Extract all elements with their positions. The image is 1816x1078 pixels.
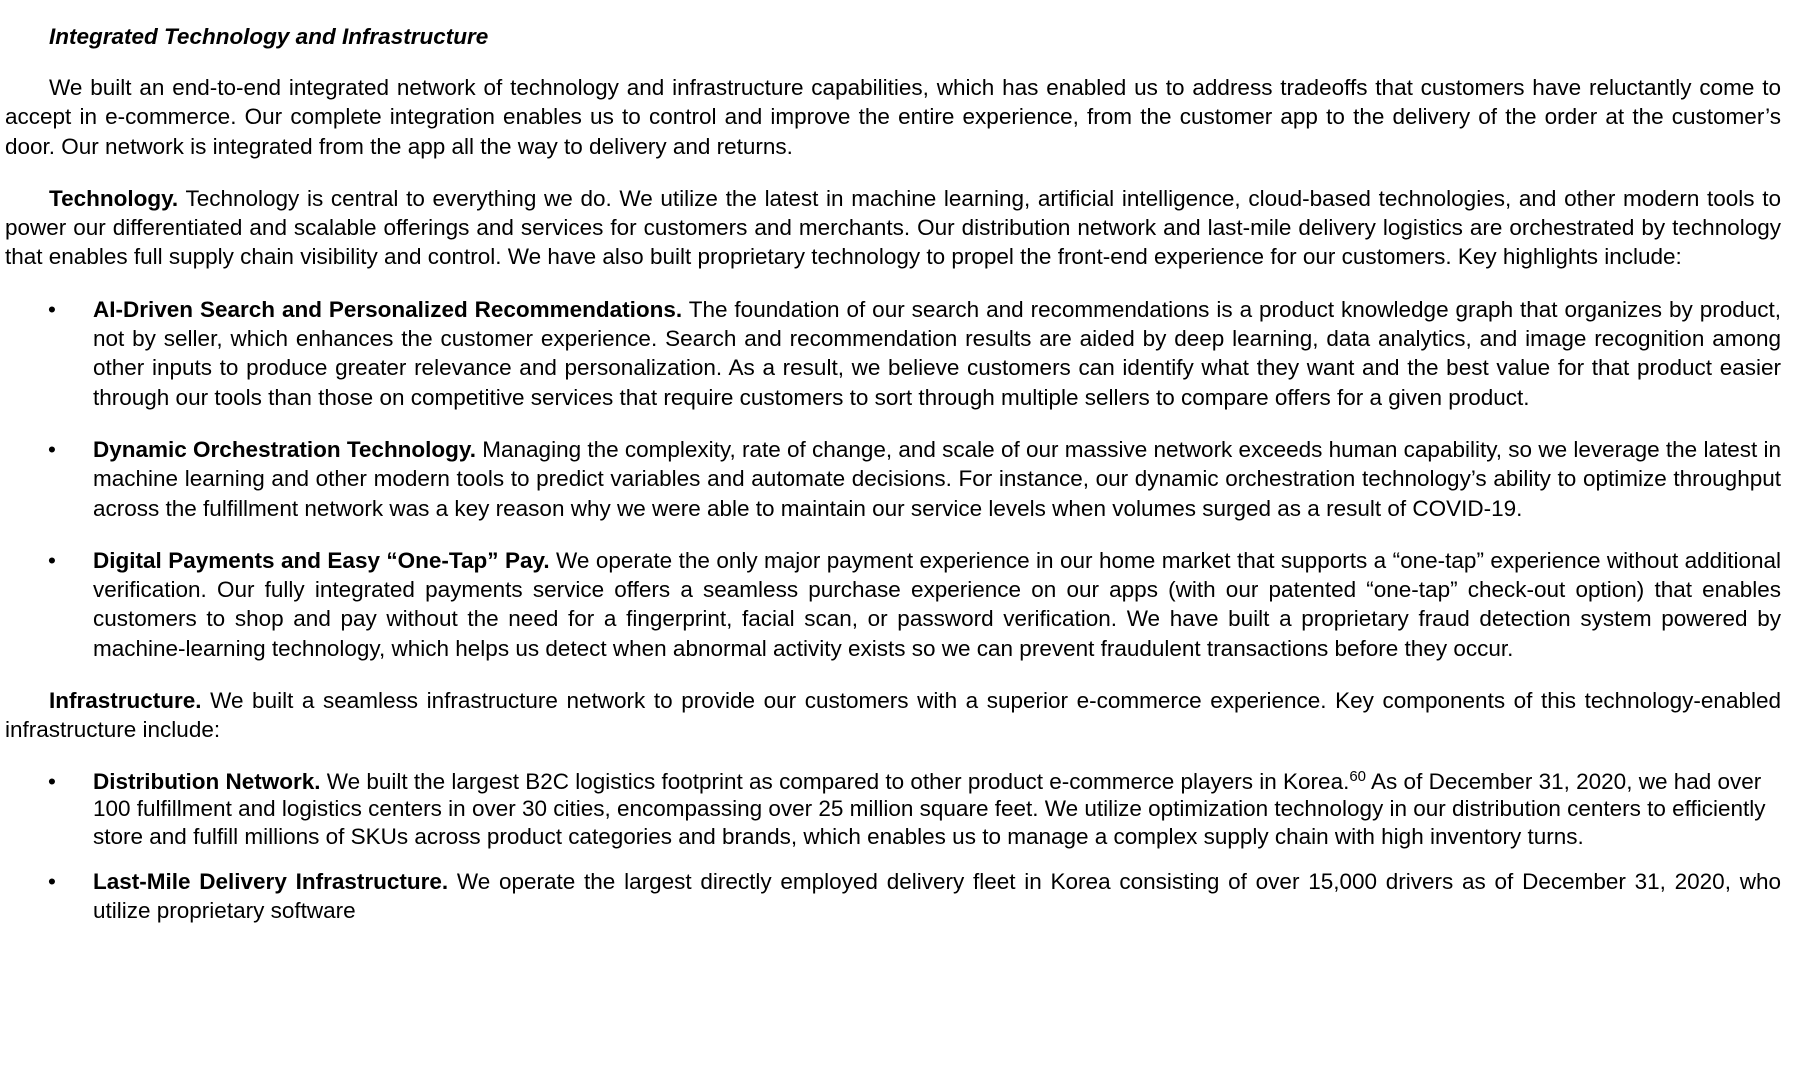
bullet-last-mile-delivery [5, 867, 1781, 926]
bullet-marker: • [48, 768, 56, 794]
bullet-lead: Last-Mile Delivery Infrastructure. [93, 869, 449, 895]
technology-bullet-list [5, 295, 1781, 663]
bullet-text: We operate the largest directly employed delivery fleet in Korea consisting of over 15,000 drivers as of December 31, 2020, who utilize proprietary software [93, 869, 1781, 924]
bullet-text-continued: As of December 31, 2020, we had over 100 fulfillment and logistics centers in over 30 cities, encompassing over 25 million square feet. We utilize optimization technology in our distribution centers to efficiently store and fulfill millions of SKUs across product categories and brands, which enables us to manage a complex supply chain with high inventory turns. [93, 768, 1766, 850]
intro-paragraph: We built an end-to-end integrated network of technology and infrastructure capabilities, which has enabled us to address tradeoffs that customers have reluctantly come to accept in e-commerce. Our complete integration enables us to control and improve the entire experience, from the customer app to the delivery of the order at the customer’s door. Our network is integrated from the app all the way to delivery and returns. [5, 75, 1781, 159]
section-heading: Integrated Technology and Infrastructure [49, 24, 489, 49]
bullet-marker: • [48, 547, 56, 573]
bullet-ai-search [5, 295, 1781, 412]
bullet-lead: Distribution Network. [93, 768, 321, 794]
infrastructure-text: We built a seamless infrastructure network to provide our customers with a superior e-commerce experience. Key components of this technology-enabled infrastructure include: [5, 688, 1781, 743]
bullet-lead: AI-Driven Search and Personalized Recommendations. [93, 296, 683, 322]
bullet-lead: Dynamic Orchestration Technology. [93, 436, 477, 462]
bullet-marker: • [48, 869, 56, 895]
infrastructure-lead: Infrastructure. [49, 688, 202, 714]
bullet-text: The foundation of our search and recommendations is a product knowledge graph that organizes by product, not by seller, which enhances the customer experience. Search and recommendation results are aided by deep learning, data analytics, and image recognition among other inputs to produce greater relevance and personalization. As a result, we believe customers can identify what they want and the best value for that product easier through our tools than those on competitive services that require customers to sort through multiple sellers to compare offers for a given product. [93, 296, 1781, 410]
bullet-digital-payments [5, 546, 1781, 663]
technology-text: Technology is central to everything we do. We utilize the latest in machine learning, artificial intelligence, cloud-based technologies, and other modern tools to power our differentiated and scalable offerings and services for customers and merchants. Our distribution network and last-mile delivery logistics are orchestrated by technology that enables full supply chain visibility and control. We have also built proprietary technology to propel the front-end experience for our customers. Key highlights include: [5, 185, 1781, 270]
bullet-text: We operate the only major payment experience in our home market that supports a “one-tap” experience without additional verification. Our fully integrated payments service offers a seamless purchase experience on our apps (with our patented “one-tap” check-out option) that enables customers to shop and pay without the need for a fingerprint, facial scan, or password verification. We have built a proprietary fraud detection system powered by machine-learning technology, which helps us detect when abnormal activity exists so we can prevent fraudulent transactions before they occur. [93, 547, 1781, 661]
technology-lead: Technology. [49, 185, 179, 211]
footnote-reference: 60 [1349, 767, 1367, 785]
infrastructure-bullet-list [5, 768, 1781, 926]
bullet-marker: • [48, 436, 56, 462]
bullet-text: Managing the complexity, rate of change, and scale of our massive network exceeds human capability, so we leverage the latest in machine learning and other modern tools to predict variables and automate decisions. For instance, our dynamic orchestration technology’s ability to optimize throughput across the fulfillment network was a key reason why we were able to maintain our service levels when volumes surged as a result of COVID-19. [93, 436, 1781, 521]
technology-paragraph [5, 184, 1781, 272]
bullet-distribution-network [5, 768, 1781, 851]
infrastructure-paragraph [5, 686, 1781, 745]
bullet-lead: Digital Payments and Easy “One-Tap” Pay. [93, 547, 550, 573]
bullet-text: We built the largest B2C logistics footprint as compared to other product e-commerce players in Korea. [320, 768, 1350, 794]
bullet-marker: • [48, 296, 56, 322]
bullet-dynamic-orchestration [5, 435, 1781, 523]
